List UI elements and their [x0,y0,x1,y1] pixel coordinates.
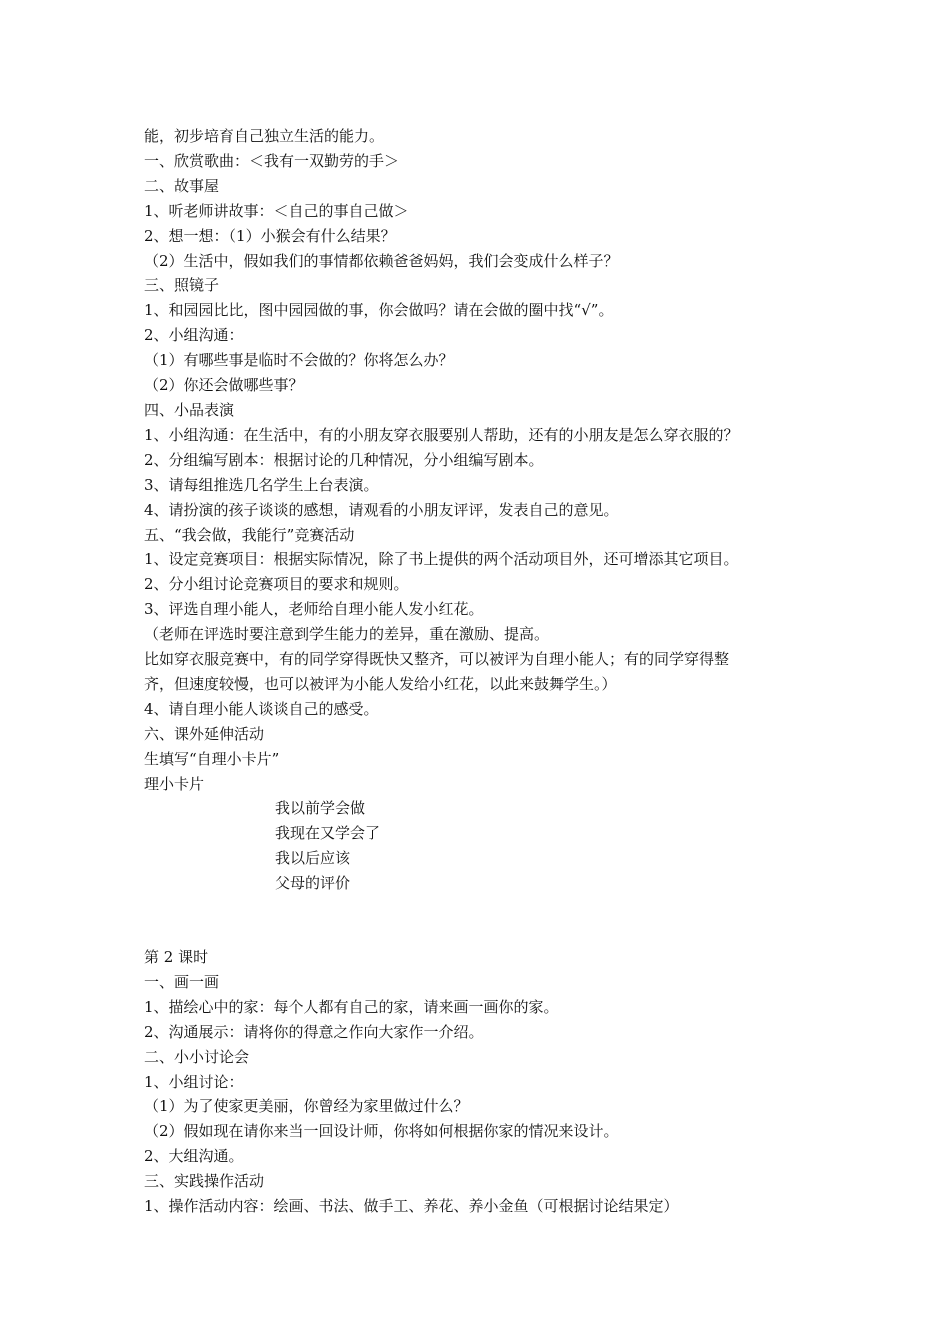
text-line: 3、评选自理小能人，老师给自理小能人发小红花。 [144,600,484,619]
text-line: （2）假如现在请你来当一回设计师，你将如何根据你家的情况来设计。 [144,1122,619,1141]
lesson-title: 第 2 课时 [144,948,209,966]
text-line: （2）你还会做哪些事？ [144,376,304,395]
text-line: 1、描绘心中的家：每个人都有自己的家，请来画一画你的家。 [144,997,559,1016]
card-line: 父母的评价 [275,873,351,892]
text-line: 1、听老师讲故事：＜自己的事自己做＞ [144,201,409,220]
text-line: 1、小组沟通：在生活中，有的小朋友穿衣服要别人帮助，还有的小朋友是怎么穿衣服的？ [144,425,739,444]
section-heading: 六、课外延伸活动 [144,724,265,743]
text-line: 能，初步培育自己独立生活的能力。 [144,127,385,145]
text-line: 1、操作活动内容：绘画、书法、做手工、养花、养小金鱼（可根据讨论结果定） [144,1197,679,1216]
text-line: 1、设定竞赛项目：根据实际情况，除了书上提供的两个活动项目外，还可增添其它项目。 [144,550,739,569]
text-line: （1）为了使家更美丽，你曾经为家里做过什么？ [144,1097,469,1116]
section-heading: 一、画一画 [144,972,220,991]
text-line: 4、请扮演的孩子谈谈的感想，请观看的小朋友评评，发表自己的意见。 [144,500,619,519]
card-line: 我现在又学会了 [275,823,381,842]
text-line: 2、沟通展示：请将你的得意之作向大家作一介绍。 [144,1022,484,1041]
card-line: 我以后应该 [275,848,351,867]
text-line: 4、请自理小能人谈谈自己的感受。 [144,699,379,718]
text-line: 2、分小组讨论竞赛项目的要求和规则。 [144,575,409,594]
lesson-part-two [144,945,844,1219]
section-heading: 一、欣赏歌曲：＜我有一双勤劳的手＞ [144,151,400,170]
text-line: （老师在评选时要注意到学生能力的差异，重在激励、提高。 [144,625,550,644]
card-line: 我以前学会做 [275,799,366,817]
section-heading: 三、照镜子 [144,276,220,295]
text-line: 2、大组沟通。 [144,1147,244,1166]
text-line: 生填写“自理小卡片” [144,749,280,768]
text-line: 比如穿衣服竞赛中，有的同学穿得既快又整齐，可以被评为自理小能人；有的同学穿得整 [144,650,730,669]
text-line: 3、请每组推选几名学生上台表演。 [144,475,379,494]
section-heading: 二、小小讨论会 [144,1047,250,1066]
lesson-part-one [144,124,844,796]
text-line: 1、小组讨论： [144,1072,244,1091]
text-line: （2）生活中，假如我们的事情都依赖爸爸妈妈，我们会变成什么样子？ [144,251,619,270]
text-line: 2、想一想：（1）小猴会有什么结果？ [144,226,396,245]
section-heading: 四、小品表演 [144,400,235,419]
text-line: （1）有哪些事是临时不会做的？你将怎么办？ [144,351,454,370]
text-line: 2、分组编写剧本：根据讨论的几种情况，分小组编写剧本。 [144,450,544,469]
text-line: 齐，但速度较慢，也可以被评为小能人发给小红花，以此来鼓舞学生。） [144,674,617,693]
section-heading: 三、实践操作活动 [144,1172,265,1191]
text-line: 1、和园园比比，图中园园做的事，你会做吗？请在会做的圈中找“√”。 [144,301,614,320]
text-line: 理小卡片 [144,774,205,793]
self-care-card [275,796,575,896]
section-heading: 五、“我会做，我能行”竞赛活动 [144,525,355,544]
section-heading: 二、故事屋 [144,176,220,195]
text-line: 2、小组沟通： [144,326,244,345]
